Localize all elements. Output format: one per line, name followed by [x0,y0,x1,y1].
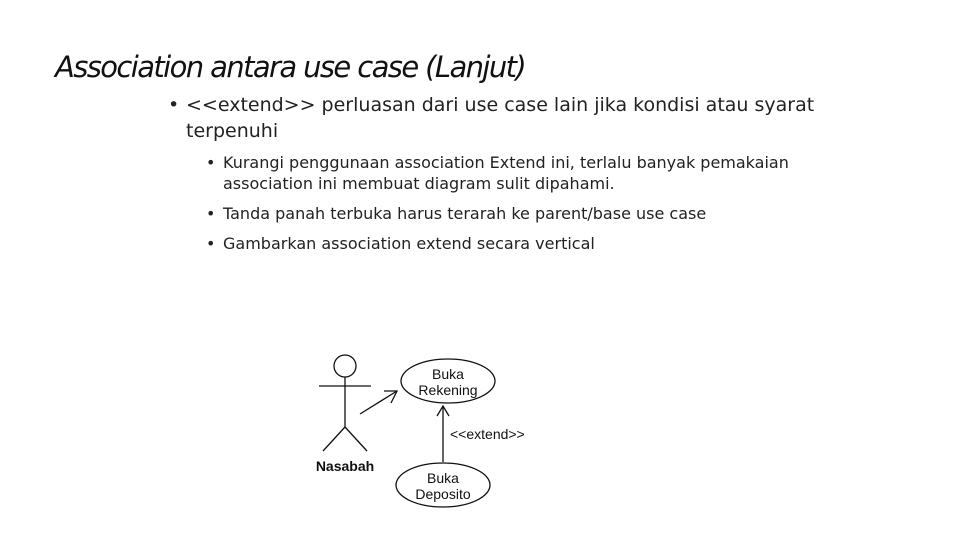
sub-bullet [206,152,828,194]
use-case-diagram [300,345,560,515]
usecase-top-line1: Buka [432,366,464,382]
actor-left-leg [323,427,345,451]
usecase-top-label [408,366,488,398]
bullet-dot: • [168,94,180,116]
bullet-dot: • [206,234,216,253]
sub-bullet-text: Kurangi penggunaan association Extend ini, terlalu banyak pemakaian association ini membuat diagram sulit dipahami. [223,153,789,193]
bullet-dot: • [206,204,216,223]
main-bullet [168,92,828,144]
slide-title: Association antara use case (Lanjut) [55,50,526,84]
sub-bullet-text: Tanda panah terbuka harus terarah ke parent/base use case [223,204,707,223]
actor-head [334,355,356,377]
sub-bullet-text: Gambarkan association extend secara vertical [223,234,595,253]
actor-right-leg [345,427,367,451]
sub-bullet [206,203,828,224]
extend-label: <<extend>> [450,426,525,442]
sub-bullet [206,233,828,254]
usecase-top-line2: Rekening [418,382,478,398]
usecase-bottom-label [403,470,483,502]
usecase-bottom-line2: Deposito [415,486,471,502]
usecase-bottom-line1: Buka [427,470,459,486]
bullet-dot: • [206,153,216,172]
sub-bullet-list [206,152,828,254]
main-bullet-text: <<extend>> perluasan dari use case lain jika kondisi atau syarat terpenuhi [186,94,815,142]
bullet-list [168,92,828,263]
actor-name: Nasabah [315,458,375,474]
